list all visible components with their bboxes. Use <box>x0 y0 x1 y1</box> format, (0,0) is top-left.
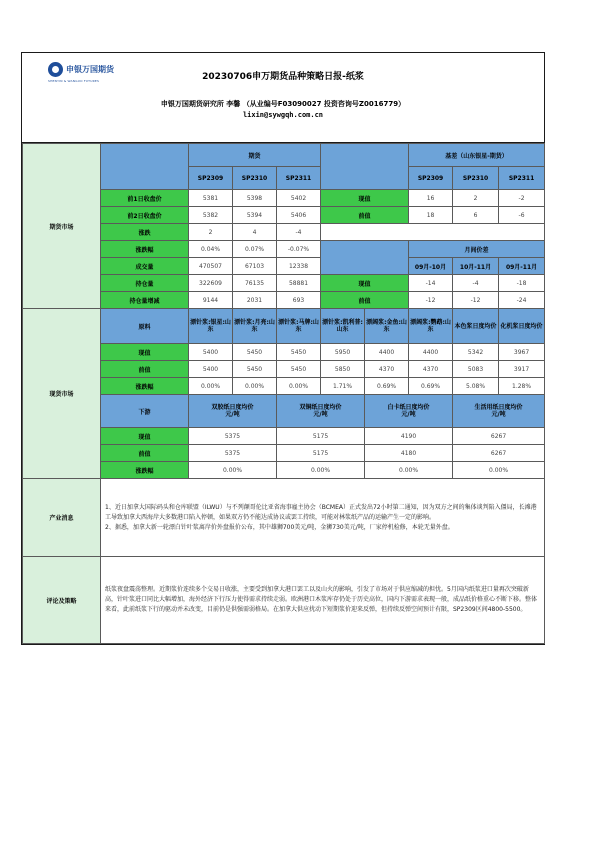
cell-value: 4190 <box>365 428 453 445</box>
cell-value: 5175 <box>277 445 365 462</box>
cell-value: 4400 <box>409 344 453 361</box>
cell-value: 5400 <box>189 361 233 378</box>
comment-section-label: 评论及策略 <box>23 557 101 644</box>
cell-value: 0.00% <box>277 462 365 479</box>
data-table <box>22 143 545 644</box>
row-label: 涨跌幅 <box>101 378 189 395</box>
raw-col-header: 漂阔浆:鹦鹉:山东 <box>409 309 453 344</box>
cell-value: -24 <box>499 292 545 309</box>
raw-material-header: 原料 <box>101 309 189 344</box>
cell-value: 5450 <box>277 344 321 361</box>
cell-value: 0.04% <box>189 241 233 258</box>
cell-value: -12 <box>453 292 499 309</box>
raw-col-header: 本色浆日度均价 <box>453 309 499 344</box>
cell-value: 2 <box>453 190 499 207</box>
cell-value: -0.07% <box>277 241 321 258</box>
cell-value: 5083 <box>453 361 499 378</box>
spread-header: 09月-10月 <box>409 258 453 275</box>
cell-value: 0.00% <box>189 378 233 395</box>
cell-value: 5850 <box>321 361 365 378</box>
contract-header: SP2309 <box>189 167 233 190</box>
raw-col-header: 漂针浆:月亮:山东 <box>233 309 277 344</box>
cell-value: -4 <box>453 275 499 292</box>
empty-cell <box>321 224 545 241</box>
logo-text: 申银万国期货 <box>66 64 114 74</box>
basis-contract-header: SP2310 <box>453 167 499 190</box>
row-label: 前1日收盘价 <box>101 190 189 207</box>
raw-col-header: 化机浆日度均价 <box>499 309 545 344</box>
row-label: 持仓量 <box>101 275 189 292</box>
cell-value: 5394 <box>233 207 277 224</box>
cell-value: 67103 <box>233 258 277 275</box>
downstream-col-header: 白卡纸日度均价 元/吨 <box>365 395 453 428</box>
cell-value: 0.00% <box>233 378 277 395</box>
spread-row-label: 前值 <box>321 292 409 309</box>
row-label: 涨跌幅 <box>101 462 189 479</box>
row-label: 涨跌 <box>101 224 189 241</box>
downstream-col-header: 生活用纸日度均价 元/吨 <box>453 395 545 428</box>
row-label: 涨跌幅 <box>101 241 189 258</box>
cell-value: 5950 <box>321 344 365 361</box>
cell-value: 5450 <box>277 361 321 378</box>
basis-row-label: 现值 <box>321 190 409 207</box>
report-sheet <box>21 52 545 645</box>
cell-value: 5.08% <box>453 378 499 395</box>
row-label: 持仓量增减 <box>101 292 189 309</box>
cell-value: 3967 <box>499 344 545 361</box>
cell-value: 4400 <box>365 344 409 361</box>
cell-value: 6 <box>453 207 499 224</box>
cell-value: -2 <box>499 190 545 207</box>
cell-value: 0.00% <box>277 378 321 395</box>
cell-value: 0.00% <box>453 462 545 479</box>
cell-value: 5375 <box>189 428 277 445</box>
downstream-col-header: 双铜纸日度均价 元/吨 <box>277 395 365 428</box>
cell-value: 1.71% <box>321 378 365 395</box>
row-label: 前值 <box>101 445 189 462</box>
cell-value: 0.00% <box>365 462 453 479</box>
raw-col-header: 漂针浆:马牌:山东 <box>277 309 321 344</box>
report-title: 20230706申万期货品种策略日报-纸浆 <box>202 72 364 82</box>
row-label: 前值 <box>101 361 189 378</box>
news-text: 1、近日加拿大国际码头和仓库联盟（ILWU）与不列颠哥伦比亚省海事雇主协会（BCMEA）正式发出72小时第二通知，因为双方之间的集体谈判陷入僵局，长滩港工导致加拿大西海岸大多数港口陷入停顿，如果双方仍不能达成协议或罢工持续，可能对林浆纸产品的运输产生一定的影响。 2、据悉，加拿大新一轮漂白针叶浆离岸价外盘报价公布，其中雄狮700美元/吨，金狮730美元/吨，厂家停机检修，本轮无量外盘。 <box>101 479 545 557</box>
contract-header: SP2310 <box>233 167 277 190</box>
spread-header: 10月-11月 <box>453 258 499 275</box>
cell-value: -6 <box>499 207 545 224</box>
report-header <box>22 53 544 143</box>
contract-header: SP2311 <box>277 167 321 190</box>
cell-value: 5400 <box>189 344 233 361</box>
cell-value: 5382 <box>189 207 233 224</box>
cell-value: 2 <box>189 224 233 241</box>
cell-value: 0.07% <box>233 241 277 258</box>
raw-col-header: 漂针浆:银星:山东 <box>189 309 233 344</box>
row-label: 现值 <box>101 428 189 445</box>
cell-value: 76135 <box>233 275 277 292</box>
cell-value: 322609 <box>189 275 233 292</box>
spread-group-header: 月间价差 <box>409 241 545 258</box>
cell-value: 12338 <box>277 258 321 275</box>
cell-value: 5342 <box>453 344 499 361</box>
downstream-header: 下游 <box>101 395 189 428</box>
basis-corner <box>321 144 409 190</box>
cell-value: -12 <box>409 292 453 309</box>
cell-value: 470507 <box>189 258 233 275</box>
cell-value: 6267 <box>453 445 545 462</box>
cell-value: -4 <box>277 224 321 241</box>
cell-value: 4370 <box>365 361 409 378</box>
cell-value: 58881 <box>277 275 321 292</box>
spread-corner <box>321 241 409 275</box>
cell-value: 5375 <box>189 445 277 462</box>
raw-col-header: 漂针浆:凯利普:山东 <box>321 309 365 344</box>
logo-subtitle: SHENYIN & WANGUO FUTURES <box>48 79 100 83</box>
cell-value: 4180 <box>365 445 453 462</box>
cell-value: 5398 <box>233 190 277 207</box>
cell-value: 0.69% <box>365 378 409 395</box>
raw-col-header: 漂阔浆:金鱼:山东 <box>365 309 409 344</box>
cell-value: 3917 <box>499 361 545 378</box>
cell-value: 5450 <box>233 361 277 378</box>
cell-value: 16 <box>409 190 453 207</box>
futures-section-label: 期货市场 <box>23 144 101 309</box>
basis-contract-header: SP2309 <box>409 167 453 190</box>
downstream-col-header: 双胶纸日度均价 元/吨 <box>189 395 277 428</box>
row-label: 前2日收盘价 <box>101 207 189 224</box>
cell-value: 5175 <box>277 428 365 445</box>
comment-text: 纸浆夜盘震荡整理。近期浆价连续多个交易日收涨，主要受到加拿大港口罢工以及山火的影响，引发了市场对于供应缩减的担忧。5月国内纸浆进口量再次突破新高，针叶浆进口同比大幅增加，海外经济下行压力使得需求持续走弱。欧洲港口木浆库存仍处于历史高位，国内下游需求表现一般，成品纸价格重心不断下移。整体来看，此前纸浆下行的驱动并未改变，目前仍是供强需弱格局。在加拿大供应扰动下短期浆价迎来反弹，但持续反弹空间预计有限，SP2309区间4800-5500。 <box>101 557 545 644</box>
cell-value: -18 <box>499 275 545 292</box>
cell-value: -14 <box>409 275 453 292</box>
cell-value: 9144 <box>189 292 233 309</box>
cell-value: 6267 <box>453 428 545 445</box>
report-author: 申银万国期货研究所 李馨 （从业编号F03090027 投资咨询号Z0016779） <box>160 100 406 108</box>
cell-value: 5402 <box>277 190 321 207</box>
cell-value: 18 <box>409 207 453 224</box>
cell-value: 0.69% <box>409 378 453 395</box>
cell-value: 2031 <box>233 292 277 309</box>
basis-contract-header: SP2311 <box>499 167 545 190</box>
cell-value: 1.28% <box>499 378 545 395</box>
cell-value: 4 <box>233 224 277 241</box>
news-section-label: 产业消息 <box>23 479 101 557</box>
row-label: 现值 <box>101 344 189 361</box>
basis-group-header: 基差（山东银星-期货） <box>409 144 545 167</box>
author-email[interactable]: lixin@sywgqh.com.cn <box>242 111 324 119</box>
futures-corner <box>101 144 189 190</box>
cell-value: 4370 <box>409 361 453 378</box>
basis-row-label: 前值 <box>321 207 409 224</box>
cell-value: 0.00% <box>189 462 277 479</box>
spot-section-label: 现货市场 <box>23 309 101 479</box>
cell-value: 5381 <box>189 190 233 207</box>
futures-group-header: 期货 <box>189 144 321 167</box>
row-label: 成交量 <box>101 258 189 275</box>
cell-value: 5406 <box>277 207 321 224</box>
cell-value: 693 <box>277 292 321 309</box>
spread-row-label: 现值 <box>321 275 409 292</box>
cell-value: 5450 <box>233 344 277 361</box>
spread-header: 09月-11月 <box>499 258 545 275</box>
